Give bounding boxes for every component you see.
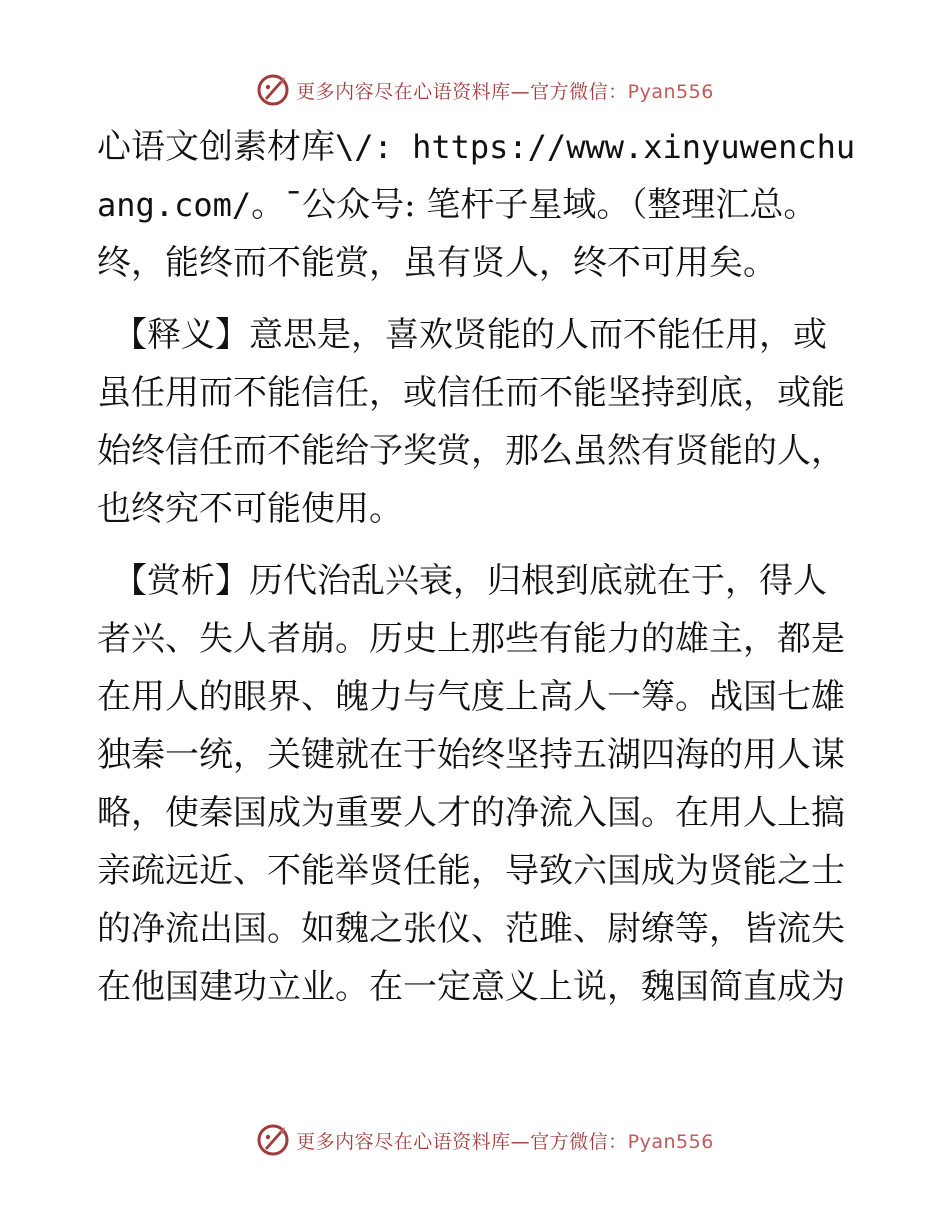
quill-seal-logo-icon [256, 1123, 290, 1157]
wechat-id: Pyan556 [627, 1130, 714, 1153]
banner-text: 更多内容尽在心语资料库—官方微信：Pyan556 [296, 80, 714, 103]
banner-text: 更多内容尽在心语资料库—官方微信：Pyan556 [296, 1130, 714, 1153]
document-body [97, 118, 857, 1016]
paragraph-intro [97, 118, 857, 292]
paragraph-definition: 【释义】意思是，喜欢贤能的人而不能任用，或虽任用而不能信任，或信任而不能坚持到底，或能始终信任而不能给予奖赏，那么虽然有贤能的人，也终究不可能使用。 [97, 315, 845, 529]
quill-seal-logo-icon [256, 73, 290, 107]
source-url: \/: https://www.xinyuwenchuang.com/ [97, 128, 856, 224]
banner-content [256, 1123, 714, 1157]
intro-text: 。¯公众号: 笔杆子星域。（整理汇总。终，能终而不能赏，虽有贤人，终不可用矣。 [97, 185, 818, 283]
banner-content [256, 73, 714, 107]
footer-banner [0, 1120, 950, 1160]
source-name: 心语文创素材库 [97, 127, 335, 167]
header-banner [0, 70, 950, 110]
wechat-id: Pyan556 [627, 80, 714, 103]
paragraph-analysis: 【赏析】历代治乱兴衰，归根到底就在于，得人者兴、失人者崩。历史上那些有能力的雄主，都是在用人的眼界、魄力与气度上高人一筹。战国七雄独秦一统，关键就在于始终坚持五湖四海的用人谋略，使秦国成为重要人才的净流入国。在用人上搞亲疏远近、不能举贤任能，导致六国成为贤能之士的净流出国。如魏之张仪、范雎、尉缭等，皆流失在他国建功立业。在一定意义上说，魏国简直成为 [97, 561, 845, 1007]
